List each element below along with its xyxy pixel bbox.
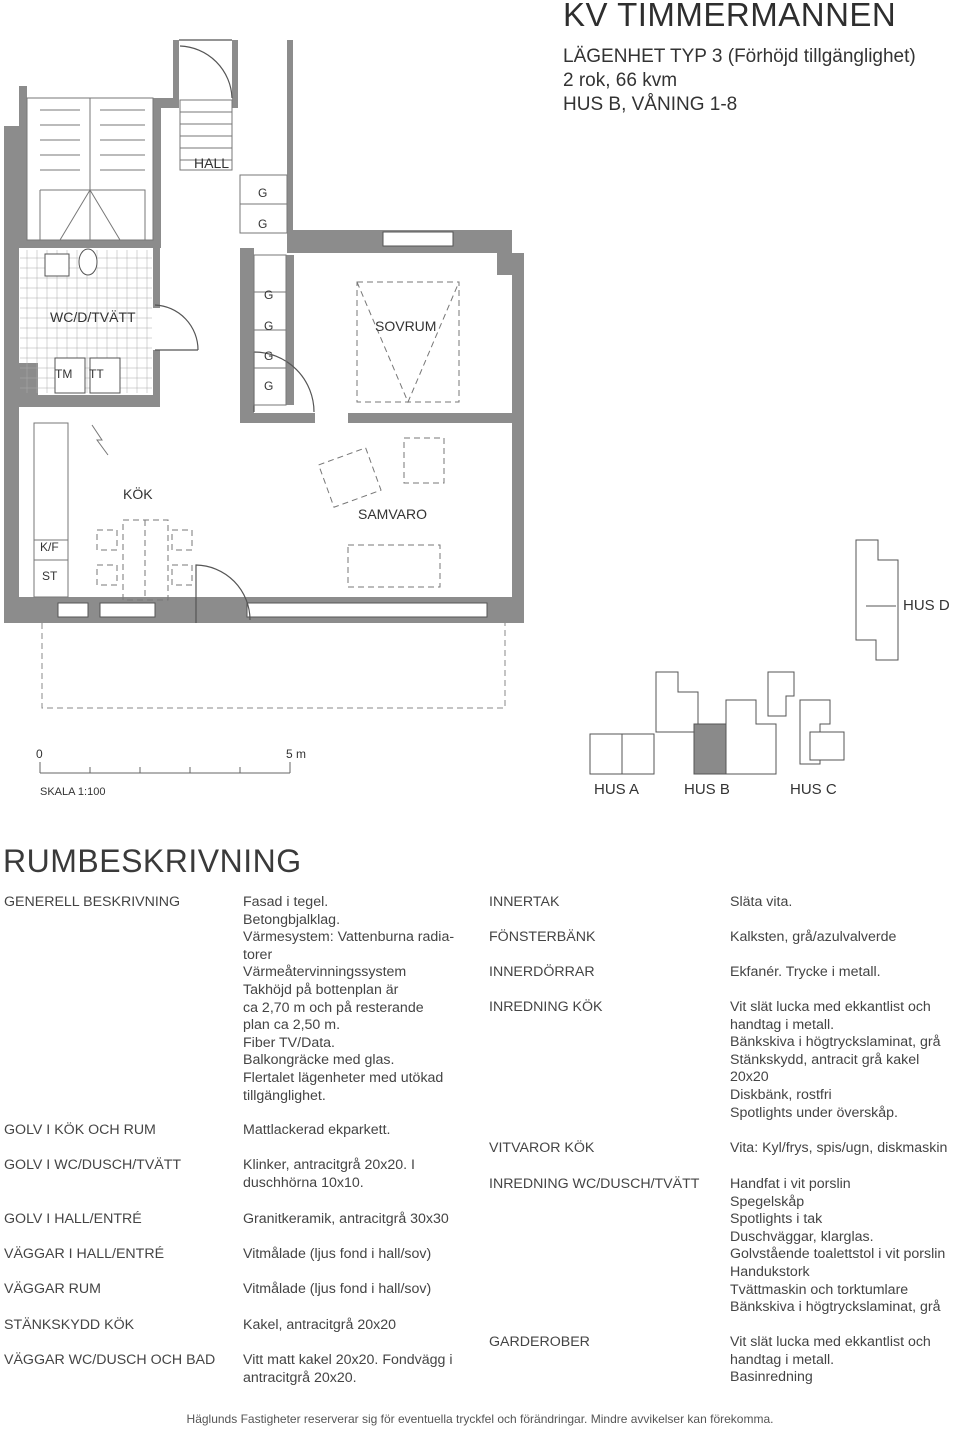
- left-row-value: [243, 1122, 390, 1140]
- left-row-value-line: Klinker, antracitgrå 20x20. I: [243, 1157, 415, 1173]
- scale-five: 5 m: [286, 747, 307, 761]
- left-row-label: GENERELL BESKRIVNING: [4, 894, 181, 910]
- right-row-label: INREDNING WC/DUSCH/TVÄTT: [489, 1176, 700, 1192]
- left-row-label: VÄGGAR RUM: [4, 1281, 101, 1297]
- right-row-value-line: handtag i metall.: [730, 1016, 835, 1033]
- project-title: KV TIMMERMANNEN: [563, 0, 897, 33]
- right-row-value-line: Diskbänk, rostfri: [730, 1086, 832, 1103]
- scale-zero: 0: [36, 747, 43, 761]
- right-row-value-line: handtag i metall.: [730, 1351, 835, 1368]
- left-row-value-line: Mattlackerad ekparkett.: [243, 1122, 391, 1138]
- apartment-size: 2 rok, 66 kvm: [563, 70, 678, 91]
- right-row-value-line: Handukstork: [730, 1263, 810, 1280]
- left-row-value-line: torer: [243, 946, 273, 963]
- scale-label: SKALA 1:100: [40, 786, 106, 798]
- left-row-value-line: Vitt matt kakel 20x20. Fondvägg i: [243, 1352, 453, 1368]
- right-row-value: [730, 929, 896, 947]
- right-row-value: [730, 894, 792, 912]
- right-row-label: GARDEROBER: [489, 1334, 590, 1350]
- key-plan: [590, 540, 898, 774]
- left-row-value: [243, 1246, 431, 1264]
- left-row-label: GOLV I KÖK OCH RUM: [4, 1122, 156, 1138]
- fixture-tm: TM: [55, 367, 73, 381]
- room-kok: KÖK: [123, 486, 153, 502]
- key-hus-a: HUS A: [594, 781, 640, 798]
- disclaimer: Häglunds Fastigheter reserverar sig för eventuella tryckfel och förändringar. Mindre avvikelser kan förekomma.: [186, 1412, 774, 1426]
- left-row-value-line: Värmesystem: Vattenburna radia-: [243, 929, 455, 946]
- apartment-type: LÄGENHET TYP 3 (Förhöjd tillgänglighet): [563, 46, 916, 67]
- key-hus-d: HUS D: [903, 597, 950, 614]
- left-row-value: [243, 1317, 396, 1335]
- left-row-label: GOLV I HALL/ENTRÉ: [4, 1211, 142, 1227]
- fixture-tt: TT: [89, 367, 104, 381]
- key-hus-b: HUS B: [684, 781, 730, 798]
- room-samvaro: SAMVARO: [358, 506, 427, 522]
- right-row-value-line: Ekfanér. Trycke i metall.: [730, 964, 881, 980]
- right-row-value-line: Kalksten, grå/azulvalverde: [730, 929, 897, 945]
- right-row-value-line: Vit slät lucka med ekkantlist och: [730, 1334, 931, 1350]
- left-row-value: [243, 1157, 415, 1192]
- left-row-value-line: tillgänglighet.: [243, 1087, 326, 1104]
- left-row-value-line: Takhöjd på bottenplan är: [243, 981, 399, 998]
- section-title: RUMBESKRIVNING: [3, 843, 302, 879]
- wardrobe-6: G: [264, 379, 274, 393]
- left-row-value-line: plan ca 2,50 m.: [243, 1017, 341, 1034]
- right-row-label: INNERDÖRRAR: [489, 964, 595, 980]
- right-row-label: INREDNING KÖK: [489, 999, 603, 1015]
- left-row-value-line: Fiber TV/Data.: [243, 1034, 335, 1051]
- right-row-value: [730, 964, 881, 982]
- wardrobe-3: G: [264, 288, 274, 302]
- wardrobe-5: G: [264, 349, 274, 363]
- right-row-value-line: Bänkskiva i högtryckslaminat, grå: [730, 1299, 941, 1316]
- right-row-value-line: Handfat i vit porslin: [730, 1176, 851, 1192]
- right-row-label: FÖNSTERBÄNK: [489, 929, 596, 945]
- left-row-value: [243, 1281, 431, 1299]
- left-row-value: [243, 1352, 453, 1387]
- left-row-label: VÄGGAR I HALL/ENTRÉ: [4, 1246, 165, 1262]
- left-row-value-line: Vitmålade (ljus fond i hall/sov): [243, 1246, 432, 1262]
- left-row-label: VÄGGAR WC/DUSCH OCH BAD: [4, 1352, 216, 1368]
- fixture-kf: K/F: [40, 540, 59, 554]
- left-row-value-line: Kakel, antracitgrå 20x20: [243, 1317, 397, 1333]
- right-row-value: [730, 1140, 947, 1158]
- room-wc: WC/D/TVÄTT: [50, 309, 136, 325]
- right-row-value-line: Vit slät lucka med ekkantlist och: [730, 999, 931, 1015]
- left-row-value-line: Flertalet lägenheter med utökad: [243, 1069, 444, 1086]
- wardrobe-4: G: [264, 319, 274, 333]
- room-sovrum: SOVRUM: [375, 318, 437, 334]
- right-row-value-line: Stänkskydd, antracit grå kakel: [730, 1051, 920, 1068]
- left-row-label: GOLV I WC/DUSCH/TVÄTT: [4, 1157, 182, 1173]
- right-row-value-line: Bänkskiva i högtryckslaminat, grå: [730, 1034, 941, 1051]
- left-row-value-line: ca 2,70 m och på resterande: [243, 999, 424, 1016]
- right-row-label: VITVAROR KÖK: [489, 1140, 595, 1156]
- left-row-value-line: Fasad i tegel.: [243, 894, 329, 910]
- left-row-value-line: Granitkeramik, antracitgrå 30x30: [243, 1211, 449, 1227]
- right-row-value-line: 20x20: [730, 1069, 769, 1086]
- right-row-value-line: Vita: Kyl/frys, spis/ugn, diskmaskin: [730, 1140, 948, 1156]
- left-row-value-line: Betongbjalklag.: [243, 911, 341, 928]
- right-row-value-line: Golvstående toalettstol i vit porslin: [730, 1246, 946, 1263]
- left-row-value-line: duschhörna 10x10.: [243, 1174, 364, 1191]
- right-row-value: [730, 1334, 931, 1387]
- right-row-value-line: Duschväggar, klarglas.: [730, 1228, 874, 1245]
- right-row-value-line: Släta vita.: [730, 894, 793, 910]
- key-hus-c: HUS C: [790, 781, 837, 798]
- left-row-value-line: antracitgrå 20x20.: [243, 1369, 357, 1386]
- right-row-value-line: Basinredning: [730, 1369, 813, 1386]
- left-row-label: STÄNKSKYDD KÖK: [4, 1317, 135, 1333]
- left-row-value-line: Vitmålade (ljus fond i hall/sov): [243, 1281, 432, 1297]
- right-row-value-line: Tvättmaskin och torktumlare: [730, 1281, 909, 1298]
- left-row-value-line: Värmeåtervinningssystem: [243, 964, 407, 981]
- wardrobe-2: G: [258, 217, 268, 231]
- right-row-value: [730, 1176, 945, 1317]
- left-row-value: [243, 894, 454, 1105]
- fixture-st: ST: [42, 569, 58, 583]
- right-row-value: [730, 999, 941, 1122]
- right-row-value-line: Spotlights under överskåp.: [730, 1104, 898, 1121]
- apartment-location: HUS B, VÅNING 1-8: [563, 94, 738, 115]
- left-row-value-line: Balkongräcke med glas.: [243, 1052, 395, 1069]
- wardrobe-1: G: [258, 186, 268, 200]
- right-row-label: INNERTAK: [489, 894, 560, 910]
- room-hall: HALL: [194, 155, 230, 171]
- left-row-value: [243, 1211, 449, 1229]
- right-row-value-line: Spegelskåp: [730, 1193, 805, 1210]
- right-row-value-line: Spotlights i tak: [730, 1211, 823, 1228]
